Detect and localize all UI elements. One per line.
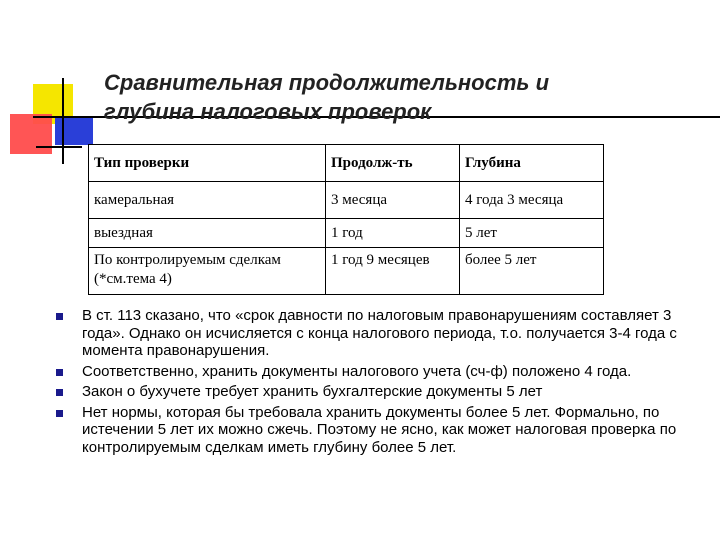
- table-row: [89, 182, 604, 219]
- list-item-text: В ст. 113 сказано, что «срок давности по налоговым правонарушениям составляет 3 года». Однако он исчисляется с конца налогового периода, т.о. получается 3-4 года с момента правонарушения.: [82, 307, 677, 359]
- cell-depth: 5 лет: [460, 219, 604, 248]
- list-item: [56, 307, 686, 360]
- list-item: [56, 404, 686, 457]
- cell-type: выездная: [89, 219, 326, 248]
- cell-duration: 1 год: [326, 219, 460, 248]
- table-header-row: [89, 145, 604, 182]
- header-type: Тип проверки: [89, 145, 326, 182]
- header-depth: Глубина: [460, 145, 604, 182]
- list-item-text: Соответственно, хранить документы налогового учета (сч-ф) положено 4 года.: [82, 362, 632, 380]
- table-row: [89, 219, 604, 248]
- cell-duration: 3 месяца: [326, 182, 460, 219]
- cell-depth: более 5 лет: [460, 248, 604, 295]
- cell-depth: 4 года 3 месяца: [460, 182, 604, 219]
- slide-title: [104, 68, 664, 126]
- decor-short-line: [36, 146, 82, 148]
- square-bullet-icon: [56, 410, 63, 417]
- square-bullet-icon: [56, 313, 63, 320]
- cell-type: камеральная: [89, 182, 326, 219]
- table-row: [89, 248, 604, 295]
- list-item: [56, 383, 686, 401]
- list-item: [56, 363, 686, 381]
- square-bullet-icon: [56, 389, 63, 396]
- cell-duration: 1 год 9 месяцев: [326, 248, 460, 295]
- title-line-1: Сравнительная продолжительность и: [104, 70, 550, 95]
- list-item-text: Закон о бухучете требует хранить бухгалтерские документы 5 лет: [82, 383, 543, 400]
- audit-comparison-table: [88, 144, 604, 295]
- decor-red-square: [10, 114, 52, 154]
- decor-vertical-line: [62, 78, 64, 164]
- decor-blue-square: [55, 117, 93, 145]
- notes-list: [56, 307, 686, 459]
- title-line-2: глубина налоговых проверок: [104, 99, 432, 124]
- square-bullet-icon: [56, 369, 63, 376]
- header-duration: Продолж-ть: [326, 145, 460, 182]
- list-item-text: Нет нормы, которая бы требовала хранить документы более 5 лет. Формально, по истечении 5 лет их можно сжечь. Поэтому не ясно, как может налоговая проверка по контролируемым сделкам иметь глубину более 5 лет.: [82, 403, 677, 456]
- cell-type: По контролируемым сделкам (*см.тема 4): [89, 248, 326, 295]
